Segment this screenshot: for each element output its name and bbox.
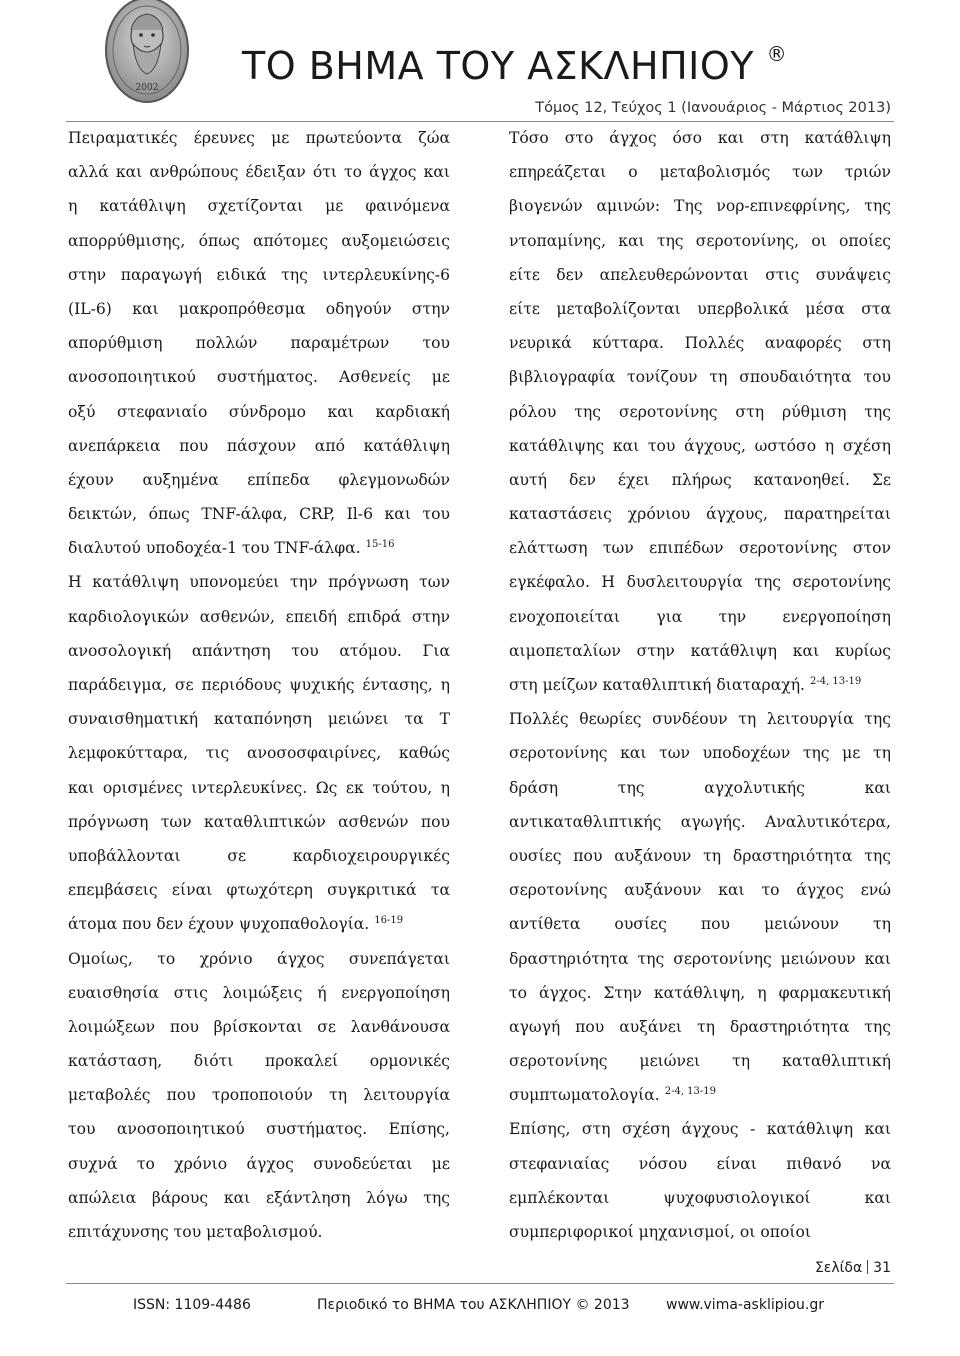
text-line: βιβλιογραφία τονίζουν τη σπουδαιότητα του — [509, 368, 891, 387]
footer-url: www.vima-asklipiou.gr — [666, 1297, 825, 1313]
text-line: συχνά το χρόνιο άγχος συνοδεύεται με — [68, 1154, 450, 1173]
text-line: εγκέφαλο. Η δυσλειτουργία της σεροτονίνης — [509, 573, 891, 592]
text-line: αντικαταθλιπτικής αγωγής. Αναλυτικότερα, — [509, 812, 891, 831]
text-line: η κατάθλιψη σχετίζονται με φαινόμενα — [68, 197, 450, 216]
text-line: λεμφοκύτταρα, τις ανοσοσφαιρίνες, καθώς — [68, 744, 450, 763]
text-line: Πολλές θεωρίες συνδέουν τη λειτουργία της — [509, 710, 891, 729]
text-line: δεικτών, όπως TNF-άλφα, CRP, Il-6 και του — [68, 505, 450, 524]
text-line: επηρεάζεται ο μεταβολισμός των τριών — [509, 163, 891, 182]
text-line: ρόλου της σεροτονίνης στη ρύθμιση της — [509, 402, 891, 421]
left-column — [68, 121, 450, 1249]
text-line: μεταβολές που τροποποιούν τη λειτουργία — [68, 1086, 450, 1105]
citation-ref: 16-19 — [374, 915, 404, 927]
text-line: νευρικά κύτταρα. Πολλές αναφορές στη — [509, 334, 891, 353]
text-line: ελάττωση των επιπέδων σεροτονίνης στον — [509, 539, 891, 558]
text-line: κατάσταση, διότι προκαλεί ορμονικές — [68, 1052, 450, 1071]
page-number — [815, 1260, 891, 1276]
text-line: ανοσοποιητικού συστήματος. Ασθενείς με — [68, 368, 450, 387]
logo-year: 2002 — [135, 83, 159, 93]
citation-ref: 2-4, 13-19 — [809, 676, 862, 687]
footer-publication: Περιοδικό το ΒΗΜΑ του ΑΣΚΛΗΠΙΟΥ © 2013 — [317, 1297, 630, 1313]
text-line: διαλυτού υποδοχέα-1 του TNF-άλφα. $^{15-16}$ — [68, 539, 395, 558]
journal-title: ΤΟ ΒΗΜΑ ΤΟΥ ΑΣΚΛΗΠΙΟΥ ® — [242, 42, 788, 88]
text-line: συμπτωματολογία. $^{2-4, 13-19}$ — [509, 1086, 716, 1105]
text-line: άτομα που δεν έχουν ψυχοπαθολογία. $^{16-19}$ — [68, 915, 404, 934]
registered-mark: ® — [766, 42, 788, 67]
text-line: πρόγνωση των καταθλιπτικών ασθενών που — [68, 812, 450, 831]
text-line: και ορισμένες ιντερλευκίνες. Ως εκ τούτου, η — [68, 778, 450, 797]
text-line: οξύ στεφανιαίο σύνδρομο και καρδιακή — [68, 402, 450, 421]
text-line: απορρύθμισης, όπως απότομες αυξομειώσεις — [68, 231, 450, 250]
footer-rule — [66, 1283, 894, 1284]
text-line: ντοπαμίνης, και της σεροτονίνης, οι οποίες — [509, 231, 891, 250]
text-line: Ομοίως, το χρόνιο άγχος συνεπάγεται — [68, 949, 450, 968]
text-line: απορύθμιση πολλών παραμέτρων του — [68, 334, 450, 353]
text-line: βιογενών αμινών: Της νορ-επινεφρίνης, της — [509, 197, 891, 216]
text-line: στη μείζων καταθλιπτική διαταραχή. $^{2-4, 13-19}$ — [509, 676, 862, 694]
text-line: επεμβάσεις είναι φτωχότερη συγκριτικά τα — [68, 881, 450, 900]
issue-info: Τόμος 12, Τεύχος 1 (Ιανουάριος - Μάρτιος 2013) — [535, 100, 891, 116]
text-line: εμπλέκονται ψυχοφυσιολογικοί και — [509, 1188, 891, 1207]
text-line: αντίθετα ουσίες που μειώνουν τη — [509, 915, 891, 934]
text-line: ανοσολογική απάντηση του ατόμου. Για — [68, 641, 450, 660]
text-line: ευαισθησία στις λοιμώξεις ή ενεργοποίηση — [68, 983, 450, 1002]
text-line: σεροτονίνης και των υποδοχέων της με τη — [509, 744, 891, 763]
text-line: αλλά και ανθρώπους έδειξαν ότι το άγχος και — [68, 163, 450, 182]
text-line: το άγχος. Στην κατάθλιψη, η φαρμακευτική — [509, 983, 891, 1002]
text-line: στεφανιαίας νόσου είναι πιθανό να — [509, 1154, 891, 1173]
text-line: αγωγή που αυξάνει τη δραστηριότητα της — [509, 1017, 891, 1036]
text-line: του ανοσοποιητικού συστήματος. Επίσης, — [68, 1120, 450, 1139]
citation-ref: 15-16 — [365, 539, 395, 551]
text-line: στην παραγωγή ειδικά της ιντερλευκίνης-6 — [68, 265, 450, 284]
text-line: ενοχοποιείται για την ενεργοποίηση — [509, 607, 891, 626]
text-line: συναισθηματική καταπόνηση μειώνει τα Τ — [68, 710, 450, 729]
text-line: κατάθλιψης και του άγχους, ωστόσο η σχέση — [509, 436, 891, 455]
text-line: σεροτονίνης αυξάνουν και το άγχος ενώ — [509, 881, 891, 900]
text-line: δράση της αγχολυτικής και — [509, 778, 891, 797]
text-line: καρδιολογικών ασθενών, επειδή επιδρά στην — [68, 607, 450, 626]
text-line: αυτή δεν έχει πλήρως κατανοηθεί. Σε — [509, 470, 891, 489]
text-line: σεροτονίνης μειώνει τη καταθλιπτική — [509, 1052, 891, 1071]
text-line: Πειραματικές έρευνες με πρωτεύοντα ζώα — [68, 129, 450, 147]
text-line: λοιμώξεων που βρίσκονται σε λανθάνουσα — [68, 1017, 450, 1036]
text-line: υποβάλλονται σε καρδιοχειρουργικές — [68, 846, 450, 865]
text-line: ανεπάρκεια που πάσχουν από κατάθλιψη — [68, 436, 450, 455]
citation-ref: 2-4, 13-19 — [664, 1086, 716, 1098]
text-line: (IL-6) και μακροπρόθεσμα οδηγούν στην — [68, 299, 450, 318]
journal-logo-seal-icon — [104, 0, 190, 108]
text-line: ουσίες που αυξάνουν τη δραστηριότητα της — [509, 846, 891, 865]
text-line: επιτάχυνσης του μεταβολισμού. — [68, 1223, 323, 1241]
page-number-value: 31 — [873, 1260, 891, 1276]
text-line: δραστηριότητα της σεροτονίνης μειώνουν και — [509, 949, 891, 968]
text-line: έχουν αυξημένα επίπεδα φλεγμονωδών — [68, 470, 450, 489]
page-divider — [867, 1260, 868, 1274]
text-line: Η κατάθλιψη υπονομεύει την πρόγνωση των — [68, 573, 450, 592]
page-label: Σελίδα — [814, 1260, 863, 1276]
text-line: συμπεριφορικοί μηχανισμοί, οι οποίοι — [509, 1223, 812, 1241]
text-line: παράδειγμα, σε περιόδους ψυχικής έντασης, η — [68, 676, 450, 694]
text-line: καταστάσεις χρόνιου άγχους, παρατηρείται — [509, 505, 891, 524]
footer-issn: ISSN: 1109-4486 — [133, 1297, 251, 1313]
right-column — [509, 121, 891, 1249]
text-line: αιμοπεταλίων στην κατάθλιψη και κυρίως — [509, 641, 891, 660]
text-line: είτε δεν απελευθερώνονται στις συνάψεις — [509, 265, 891, 284]
text-line: είτε μεταβολίζονται υπερβολικά μέσα στα — [509, 299, 891, 318]
text-line: απώλεια βάρους και εξάντληση λόγω της — [68, 1188, 450, 1207]
text-line: Επίσης, στη σχέση άγχους - κατάθλιψη και — [509, 1120, 891, 1139]
text-line: Τόσο στο άγχος όσο και στη κατάθλιψη — [509, 129, 891, 147]
